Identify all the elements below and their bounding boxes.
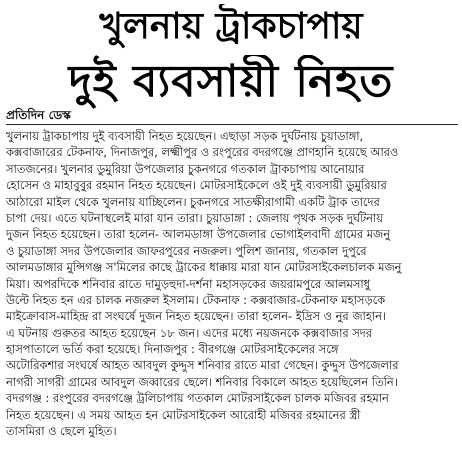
body-line: আলমডাঙ্গার মুন্সিগঞ্জ স'মিলের কাছে ট্রাকের ধাক্কায় মারা যান মোটরসাইকেলচালক মজনু	[6, 260, 402, 275]
body-line: মাইক্রোবাস-মাহিন্দ্র রা সংঘর্ষে দুজন নিহত হয়েছেন। তারা হলেন- ইদ্রিস ও নুর জাহান।	[6, 309, 386, 324]
body-line: ও চুয়াডাঙ্গা সদর উপজেলার জাফরপুরের নজরুল। পুলিশ জানায়, গতকাল দুপুরে	[6, 243, 367, 258]
body-line: নিহত হয়েছেন। এ সময় আহত হন মোটরসাইকেল আরোহী মজিবর রহমানের স্ত্রী	[6, 407, 361, 422]
body-line: আঠারো মাইল থেকে খুলনায় যাচ্ছিলেন। চুকনগরে সাতক্ষীরাগামী একটি ট্রাক তাদের	[6, 194, 380, 209]
body-line: মিয়া। অপরদিকে শনিবার রাতে দামুড়হুদা-দর্শনা মহাসড়কের জয়রামপুরে আলমসাধু	[6, 276, 371, 291]
body-line: তাসমিরা ও ছেলে মুহিত।	[6, 424, 117, 439]
body-line: খুলনায় ট্রাকচাপায় দুই ব্যবসায়ী নিহত হয়েছেন। এছাড়া সড়ক দুর্ঘটনায় চুয়াডাঙ্গা,	[6, 129, 364, 143]
body-line: হোসেন ও মাহাবুবুর রহমান নিহত হয়েছেন। মোটরসাইকেলে ওই দুই ব্যবসায়ী ডুমুরিয়ার	[6, 178, 387, 193]
article-body	[6, 128, 458, 456]
body-line: বদরগঞ্জ : রংপুরের বদরগঞ্জে ট্রলিচাপায় গতকাল মোটরসাইকেল চালক মজিবর রহমান	[6, 391, 389, 406]
body-line: অটোরিকশার সংঘর্ষে আহত আবদুল কুদ্দুস শনিবার রাতে মারা গেছেন। কুদ্দুস উপজেলার	[6, 358, 399, 373]
body-line: এ ঘটনায় গুরুতর আহত হয়েছেন ১৮ জন। এদের মধ্যে নয়জনকে কক্সবাজার সদর	[6, 325, 373, 340]
body-line: চাপা দেয়। এতে ঘটনাস্থলেই মারা যান তারা। চুয়াডাঙ্গা : জেলায় পৃথক সড়ক দুর্ঘটনায়	[6, 210, 383, 225]
body-line: উল্টে নিহত হন এর চালক নজরুল ইসলাম। টেকনাফ : কক্সবাজার-টেকনাফ মহাসড়কে	[6, 292, 386, 307]
body-line: দুজন নিহত হয়েছেন। তারা হলেন- আলমডাঙ্গা উপজেলার ভোগাইলবাদী গ্রামের মজনু	[6, 227, 391, 242]
headline-line-1: খুলনায় ট্রাকচাপায়	[99, 6, 363, 47]
byline-divider	[6, 124, 458, 125]
body-line: সাতজনের। খুলনার ডুমুরিয়া উপজেলার চুকনগরে গতকাল ট্রাকচাপায় আনোয়ার	[6, 161, 365, 176]
body-line: নাগরী সাগরী গ্রামের আবদুল জব্বারের ছেলে। শনিবার বিকালে আহত হয়েছিলেন তিনি।	[6, 374, 398, 389]
byline: প্রতিদিন ডেস্ক	[6, 108, 71, 122]
body-line: হাসপাতালে ভর্তি করা হয়েছে। দিনাজপুর : বীরগঞ্জে মোটরসাইকেলের সঙ্গে	[6, 342, 339, 357]
headline-line-2: দুই ব্যবসায়ী নিহত	[68, 56, 394, 107]
body-line: কক্সবাজারের টেকনাফ, দিনাজপুর, লক্ষ্মীপুর ও রংপুরের বদরগঞ্জে প্রাণহানি হয়েছে আরও	[6, 145, 399, 160]
